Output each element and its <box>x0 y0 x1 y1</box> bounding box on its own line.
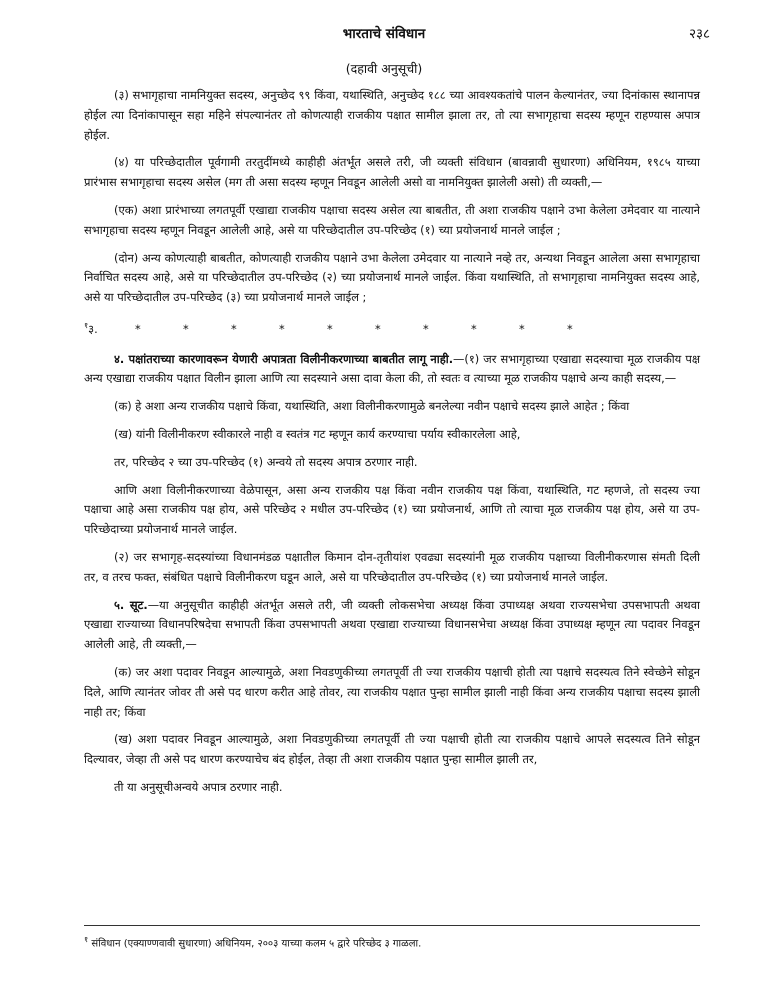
section-5-conclusion: ती या अनुसूचीअन्वये अपात्र ठरणार नाही. <box>114 779 283 794</box>
section-5-heading: ५. सूट. <box>114 597 148 612</box>
star: * <box>566 321 573 336</box>
star: * <box>182 321 189 336</box>
page-number: २३८ <box>688 26 710 42</box>
star: * <box>278 321 285 336</box>
star: * <box>374 321 381 336</box>
schedule-subtitle: (दहावी अनुसूची) <box>345 61 423 76</box>
section-4-continuation: आणि अशा विलीनीकरणाच्या वेळेपासून, असा अन्य राजकीय पक्ष किंवा नवीन राजकीय पक्ष किंवा, यथास्थिति, गट म्हणजे, तो सदस्य ज्या पक्षाचा आहे असा राजकीय पक्ष होय, असे परिच्छेद २ मधील उप-परिच्छेद (१) च्या प्रयोजनार्थ, आणि तो त्याचा मूळ राजकीय पक्ष होय, असे या उप-परिच्छेदाच्या प्रयोजनार्थ मानले जाईल. <box>84 482 700 537</box>
star: * <box>134 321 141 336</box>
document-body <box>84 86 700 806</box>
omitted-paragraph-number: ३. <box>88 321 98 336</box>
footnote-divider <box>84 925 700 926</box>
footnote-text: संविधान (एक्याण्णवावी सुधारणा) अधिनियम, २००३ याच्या कलम ५ द्वारे परिच्छेद ३ गाळला. <box>88 938 422 950</box>
paragraph-3-subpara-3: (३) सभागृहाचा नामनियुक्त सदस्य, अनुच्छेद ९९ किंवा, यथास्थिति, अनुच्छेद १८८ च्या आवश्यकतांचे पालन केल्यानंतर, ज्या दिनांकास स्थानापन्न होईल त्या दिनांकापासून सहा महिने संपल्यानंतर तो कोणत्याही राजकीय पक्षात सामील झाला तर, तो त्या सभागृहाचा सदस्य म्हणून राहण्यास अपात्र होईल. <box>84 88 700 142</box>
section-5-text: —या अनुसूचीत काहीही अंतर्भूत असले तरी, जी व्यक्ती लोकसभेचा अध्यक्ष किंवा उपाध्यक्ष अथवा राज्यसभेचा उपसभापती अथवा एखाद्या राज्याच्या विधानपरिषदेचा सभापती किंवा उपसभापती अथवा एखाद्या राज्याच्या विधानसभेचा अध्यक्ष किंवा उपाध्यक्ष म्हणून त्या पदावर निवडून आलेली आहे, ती व्यक्ती,— <box>84 597 700 652</box>
paragraph-5 <box>84 596 700 655</box>
section-5-clause-ka: (क) जर अशा पदावर निवडून आल्यामुळे, अशा निवडणुकीच्या लगतपूर्वी ती ज्या राजकीय पक्षाची होती त्या पक्षाचे सदस्यत्व तिने स्वेच्छेने सोडून दिले, आणि त्यानंतर जोवर ती असे पद धारण करीत आहे तोवर, त्या राजकीय पक्षात पुन्हा सामील झाली नाही किंवा अन्य राजकीय पक्षाचा सदस्य झाली नाही तर; किंवा <box>84 664 700 719</box>
footnote-marker: १ <box>84 935 89 944</box>
footnote-ref: १ <box>84 320 89 330</box>
star: * <box>470 321 477 336</box>
section-4-conclusion: तर, परिच्छेद २ च्या उप-परिच्छेद (१) अन्वये तो सदस्य अपात्र ठरणार नाही. <box>114 454 418 469</box>
section-4-heading: ४. पक्षांतराच्या कारणावरून येणारी अपात्रता विलीनीकरणाच्या बाबतीत लागू नाही. <box>114 351 454 366</box>
page-header <box>0 24 768 48</box>
section-4-subpara-2: (२) जर सभागृह-सदस्यांच्या विधानमंडळ पक्षातील किमान दोन-तृतीयांश एवढ्या सदस्यांनी मूळ राजकीय पक्षाच्या विलीनीकरणास संमती दिली तर, व तरच फक्त, संबंधित पक्षाचे विलीनीकरण घडून आले, असे या परिच्छेदातील उप-परिच्छेद (१) च्या प्रयोजनार्थ मानले जाईल. <box>84 549 700 584</box>
page-title: भारताचे संविधान <box>342 26 426 42</box>
star: * <box>230 321 237 336</box>
star: * <box>326 321 333 336</box>
star: * <box>422 321 429 336</box>
paragraph-4 <box>84 350 700 390</box>
section-4-text: —(१) जर सभागृहाच्या एखाद्या सदस्याचा मूळ राजकीय पक्ष अन्य एखाद्या राजकीय पक्षात विलीन झाला आणि त्या सदस्याने असा दावा केला की, तो स्वतः व त्याच्या मूळ राजकीय पक्षाचे अन्य काही सदस्य,— <box>84 351 700 386</box>
footnote <box>84 933 700 951</box>
paragraph-3-subpara-4: (४) या परिच्छेदातील पूर्वगामी तरतुदींमध्ये काहीही अंतर्भूत असले तरी, जी व्यक्ती संविधान (बावन्नावी सुधारणा) अधिनियम, १९८५ याच्या प्रारंभास सभागृहाचा सदस्य असेल (मग ती असा सदस्य म्हणून निवडून आलेली असो वा नामनियुक्त झालेली असो) ती व्यक्ती,— <box>84 155 700 190</box>
section-4-clause-ka: (क) हे अशा अन्य राजकीय पक्षाचे किंवा, यथास्थिति, अशा विलीनीकरणामुळे बनलेल्या नवीन पक्षाचे सदस्य झाले आहेत ; किंवा <box>114 399 630 414</box>
star: * <box>518 321 525 336</box>
section-4-clause-kha: (ख) यांनी विलीनीकरण स्वीकारले नाही व स्वतंत्र गट म्हणून कार्य करण्याचा पर्याय स्वीकारलेला आहे, <box>114 426 521 441</box>
section-5-clause-kha: (ख) अशा पदावर निवडून आल्यामुळे, अशा निवडणुकीच्या लगतपूर्वी ती ज्या पक्षाची होती त्या राजकीय पक्षाचे आपले सदस्यत्व तिने सोडून दिल्यावर, जेव्हा ती असे पद धारण करण्याचेच बंद होईल, तेव्हा ती अशा राजकीय पक्षात पुन्हा सामील झाली तर, <box>84 732 700 767</box>
omitted-paragraph-stars <box>84 316 700 340</box>
clause-don: (दोन) अन्य कोणत्याही बाबतीत, कोणत्याही राजकीय पक्षाने उभा केलेला उमेदवार या नात्याने नव्हे तर, अन्यथा निवडून आलेला असा सभागृहाचा निर्वाचित सदस्य आहे, असे या परिच्छेदातील उप-परिच्छेद (२) च्या प्रयोजनार्थ मानले जाईल. किंवा यथास्थिति, तो सभागृहाचा नामनियुक्त सदस्य आहे, असे या परिच्छेदातील उप-परिच्छेद (३) च्या प्रयोजनार्थ मानले जाईल ; <box>84 250 700 305</box>
clause-ek: (एक) अशा प्रारंभाच्या लगतपूर्वी एखाद्या राजकीय पक्षाचा सदस्य असेल त्या बाबतीत, ती अशा राजकीय पक्षाने उभा केलेला उमेदवार या नात्याने सभागृहाचा सदस्य म्हणून निवडून आलेली आहे, असे या परिच्छेदातील उप-परिच्छेद (१) च्या प्रयोजनार्थ मानले जाईल ; <box>84 202 700 237</box>
